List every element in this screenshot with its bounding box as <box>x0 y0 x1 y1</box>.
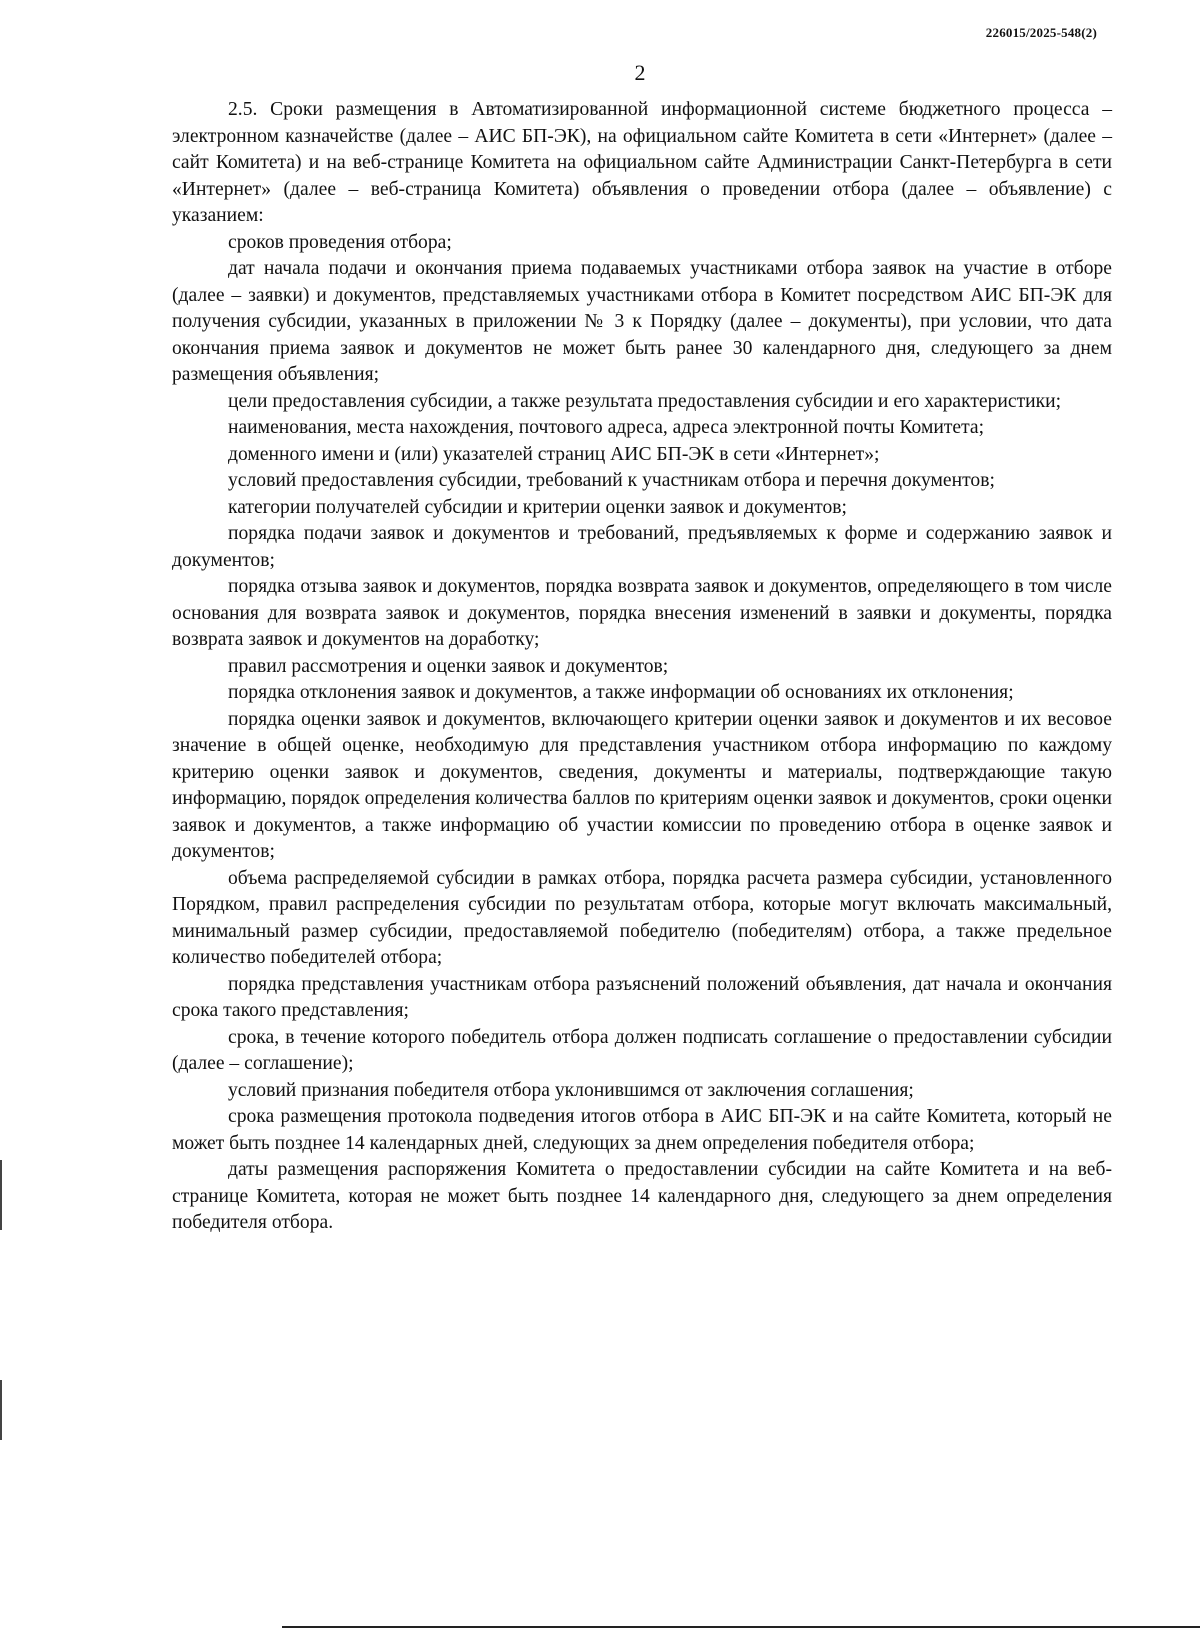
scan-edge-mark <box>0 1160 2 1230</box>
list-item-review-rules: правил рассмотрения и оценки заявок и документов; <box>228 655 669 677</box>
page-number: 2 <box>634 60 646 85</box>
list-item-evaluation-procedure: порядка оценки заявок и документов, включающего критерии оценки заявок и документов и их весовое значение в общей оценке, необходимую для представления участником отбора информацию по каждому критерию оценки заявок и документов, сведения, документы и материалы, подтверждающие такую информацию, порядок определения количества баллов по критериям оценки заявок и документов, сроки оценки заявок и документов, а также информацию об участии комиссии по проведению отбора в оценке заявок и документов; <box>172 708 1113 862</box>
list-item-subsidy-purpose: цели предоставления субсидии, а также результата предоставления субсидии и его характеристики; <box>228 390 1062 412</box>
scan-bottom-edge <box>282 1626 1200 1628</box>
document-registration-number: 226015/2025-548(2) <box>985 25 1097 40</box>
list-item-agreement-deadline: срока, в течение которого победитель отбора должен подписать соглашение о предоставлении субсидии (далее – соглашение); <box>172 1026 1112 1074</box>
list-item-rejection-procedure: порядка отклонения заявок и документов, а также информации об основаниях их отклонения; <box>228 682 1014 703</box>
list-item-clarifications: порядка представления участникам отбора разъяснений положений объявления, дат начала и окончания срока такого представления; <box>172 973 1112 1021</box>
list-item-recipient-categories: категории получателей субсидии и критерии оценки заявок и документов; <box>228 496 847 518</box>
scan-edge-mark <box>0 1380 2 1440</box>
list-item-domain-name: доменного имени и (или) указателей страниц АИС БП-ЭК в сети «Интернет»; <box>228 443 880 465</box>
list-item-subsidy-volume: объема распределяемой субсидии в рамках отбора, порядка расчета размера субсидии, установленного Порядком, правил распределения субсидии по результатам отбора, которые могут включать максимальный, минимальный размер субсидии, предоставляемой победителю (победителям) отбора, а также предельное количество победителей отбора; <box>172 867 1112 968</box>
list-item-selection-terms: сроков проведения отбора; <box>228 231 452 253</box>
list-item-protocol-deadline: срока размещения протокола подведения итогов отбора в АИС БП-ЭК и на сайте Комитета, который не может быть позднее 14 календарных дней, следующих за днем определения победителя отбора; <box>172 1106 1112 1154</box>
list-item-subsidy-conditions: условий предоставления субсидии, требований к участникам отбора и перечня документов; <box>228 470 995 491</box>
list-item-evasion-conditions: условий признания победителя отбора уклонившимся от заключения соглашения; <box>228 1079 914 1101</box>
paragraph-2-5-intro: 2.5. Сроки размещения в Автоматизированной информационной системе бюджетного процесса – электронном казначействе (далее – АИС БП-ЭК), на официальном сайте Комитета в сети «Интернет» (далее – сайт Комитета) и на веб-странице Комитета на официальном сайте Администрации Санкт-Петербурга в сети «Интернет» (далее – веб-страница Комитета) объявления о проведении отбора (далее – объявление) с указанием: <box>172 99 1112 226</box>
list-item-order-publication-date: даты размещения распоряжения Комитета о предоставлении субсидии на сайте Комитета и на веб-странице Комитета, которая не может быть позднее 14 календарного дня, следующего за днем определения победителя отбора. <box>172 1159 1112 1233</box>
list-item-submission-procedure: порядка подачи заявок и документов и требований, предъявляемых к форме и содержанию заявок и документов; <box>172 523 1112 571</box>
list-item-committee-contacts: наименования, места нахождения, почтового адреса, адреса электронной почты Комитета; <box>228 417 985 438</box>
document-body <box>172 97 1112 1237</box>
list-item-application-dates: дат начала подачи и окончания приема подаваемых участниками отбора заявок на участие в отборе (далее – заявки) и документов, представляемых участниками отбора в Комитет посредством АИС БП-ЭК для получения субсидии, указанных в приложении № 3 к Порядку (далее – документы), при условии, что дата окончания приема заявок и документов не может быть ранее 30 календарного дня, следующего за днем размещения объявления; <box>172 258 1112 385</box>
list-item-withdrawal-procedure: порядка отзыва заявок и документов, порядка возврата заявок и документов, определяющего в том числе основания для возврата заявок и документов, порядка внесения изменений в заявки и документы, порядка возврата заявок и документов на доработку; <box>172 576 1112 650</box>
